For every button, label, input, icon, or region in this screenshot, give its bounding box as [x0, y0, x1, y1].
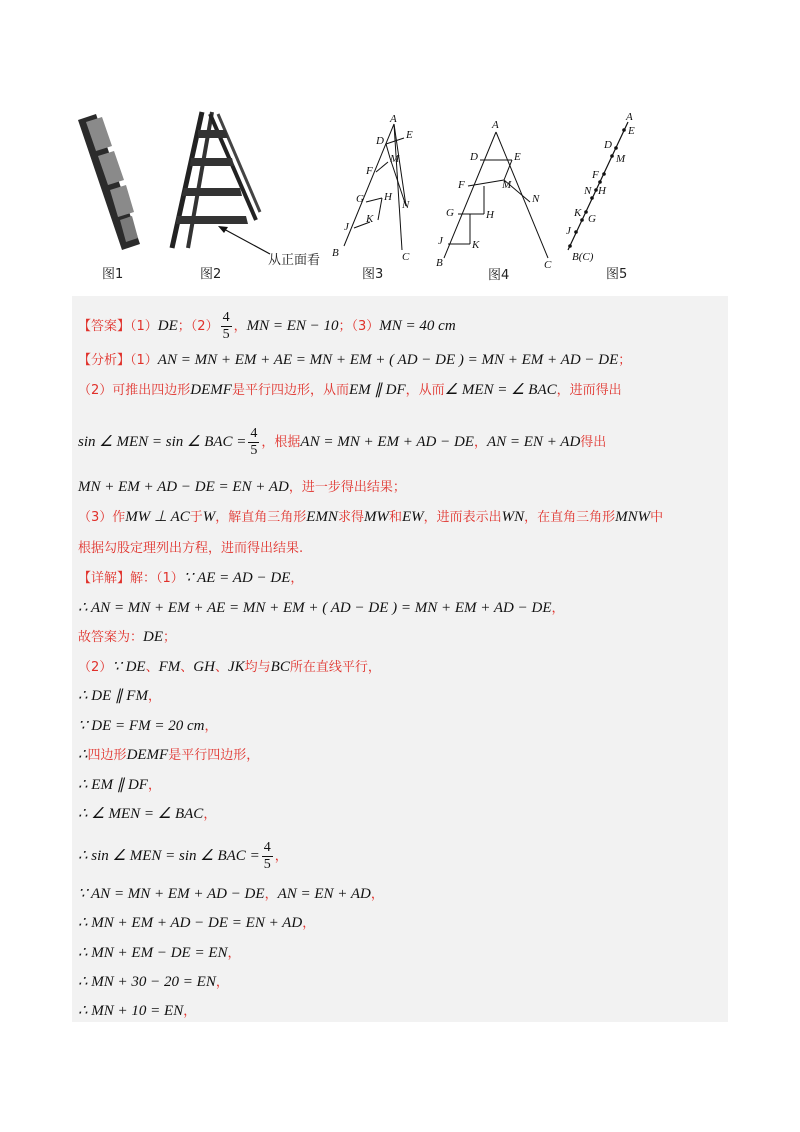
svg-text:D: D	[604, 139, 612, 151]
svg-text:B: B	[332, 247, 339, 259]
svg-text:C: C	[544, 259, 552, 268]
detail-line-10: ∴ sin ∠ MEN = sin ∠ BAC = $\frac{4}{5}$ ，	[78, 840, 288, 872]
svg-text:A: A	[492, 119, 499, 131]
detail-line-12: ∴ MN + EM + AD − DE = EN + AD，	[78, 915, 316, 931]
svg-text:H: H	[486, 209, 494, 221]
caption-fig4: 图4	[488, 268, 510, 283]
svg-text:B(C): B(C)	[572, 251, 594, 262]
svg-text:J: J	[438, 235, 443, 247]
figure-3-diagram	[330, 110, 430, 262]
figure-1-ladder-folded	[72, 108, 152, 258]
svg-text:M: M	[390, 153, 400, 165]
caption-fig1: 图1	[102, 267, 124, 282]
svg-text:N: N	[584, 185, 592, 197]
detail-line-9: ∴ ∠ MEN = ∠ BAC，	[78, 806, 217, 822]
detail-line-1: 【详解】解：（1）∵ AE = AD − DE，	[78, 570, 304, 586]
svg-text:N: N	[532, 193, 540, 205]
svg-text:K: K	[574, 207, 582, 219]
detail-line-2: ∴ AN = MN + EM + AE = MN + EM + ( AD − DE ) = MN + EM + AD − DE，	[78, 600, 565, 616]
front-view-note: 从正面看	[268, 253, 321, 268]
analysis-line-3: sin ∠ MEN = sin ∠ BAC = $\frac{4}{5}$ ，根据AN = MN + EM + AD − DE，AN = EN + AD得出	[78, 426, 607, 458]
analysis-line-6: 根据勾股定理列出方程，进而得出结果.	[78, 541, 304, 556]
svg-text:F: F	[592, 169, 599, 181]
svg-text:N: N	[402, 199, 410, 211]
fraction: $\frac{4}{5}$	[263, 840, 271, 872]
answer-tag: 【答案】	[78, 318, 131, 334]
analysis-line-1: 【分析】（1）AN = MN + EM + AE = MN + EM + ( AD − DE ) = MN + EM + AD − DE；	[78, 352, 632, 368]
svg-text:C: C	[402, 251, 410, 262]
detail-line-3: 故答案为：DE；	[78, 629, 177, 645]
svg-text:M: M	[616, 153, 626, 165]
svg-text:M: M	[502, 179, 512, 191]
svg-text:F: F	[458, 179, 465, 191]
detail-line-5: ∴ DE ∥ FM，	[78, 688, 161, 704]
detail-line-14: ∴ MN + 30 − 20 = EN，	[78, 974, 229, 990]
svg-text:G: G	[356, 193, 364, 205]
svg-text:A: A	[626, 111, 633, 123]
fraction: $\frac{4}{5}$	[250, 426, 258, 458]
svg-text:H: H	[384, 191, 392, 203]
svg-text:H: H	[598, 185, 606, 197]
svg-text:J: J	[566, 225, 571, 237]
figure-5-diagram	[558, 110, 648, 262]
svg-text:K: K	[472, 239, 480, 251]
svg-text:E: E	[628, 125, 635, 137]
detail-line-13: ∴ MN + EM − DE = EN，	[78, 945, 241, 961]
arrow-icon	[214, 218, 274, 258]
detail-line-8: ∴ EM ∥ DF，	[78, 777, 161, 793]
answer-line: 【答案】（1）DE；（2） $\frac{4}{5}$ ，MN = EN − 10；（3）MN = 40 cm	[78, 310, 456, 342]
detail-line-6: ∵ DE = FM = 20 cm，	[78, 718, 218, 734]
analysis-line-2: （2）可推出四边形DEMF是平行四边形，从而EM ∥ DF，从而∠ MEN = ∠ BAC，进而得出	[78, 382, 622, 398]
svg-text:G: G	[588, 213, 596, 225]
caption-fig2: 图2	[200, 267, 222, 282]
svg-text:E: E	[406, 129, 413, 141]
analysis-line-5: （3）作MW ⊥ AC于W，解直角三角形EMN求得MW和EW，进而表示出WN，在直角三角形MNW中	[78, 509, 664, 525]
svg-text:E: E	[514, 151, 521, 163]
analysis-line-4: MN + EM + AD − DE = EN + AD，进一步得出结果；	[78, 479, 406, 495]
svg-text:D: D	[470, 151, 478, 163]
figure-4-diagram	[430, 118, 560, 268]
svg-text:F: F	[366, 165, 373, 177]
analysis-tag: 【分析】	[78, 353, 131, 368]
svg-text:B: B	[436, 257, 443, 268]
caption-fig5: 图5	[606, 267, 628, 282]
detail-line-11: ∵ AN = MN + EM + AD − DE，AN = EN + AD，	[78, 886, 384, 902]
detail-tag: 【详解】	[78, 571, 131, 586]
detail-line-7: ∴四边形DEMF是平行四边形，	[78, 747, 260, 763]
figures-row	[72, 108, 728, 283]
svg-text:J: J	[344, 221, 349, 233]
svg-text:A: A	[390, 113, 397, 125]
caption-fig3: 图3	[362, 267, 384, 282]
svg-text:G: G	[446, 207, 454, 219]
fraction: $\frac{4}{5}$	[222, 310, 230, 342]
svg-text:D: D	[376, 135, 384, 147]
detail-line-4: （2）∵ DE、FM、GH、JK均与BC所在直线平行，	[78, 659, 381, 675]
svg-text:K: K	[366, 213, 374, 225]
detail-line-15: ∴ MN + 10 = EN，	[78, 1003, 197, 1019]
